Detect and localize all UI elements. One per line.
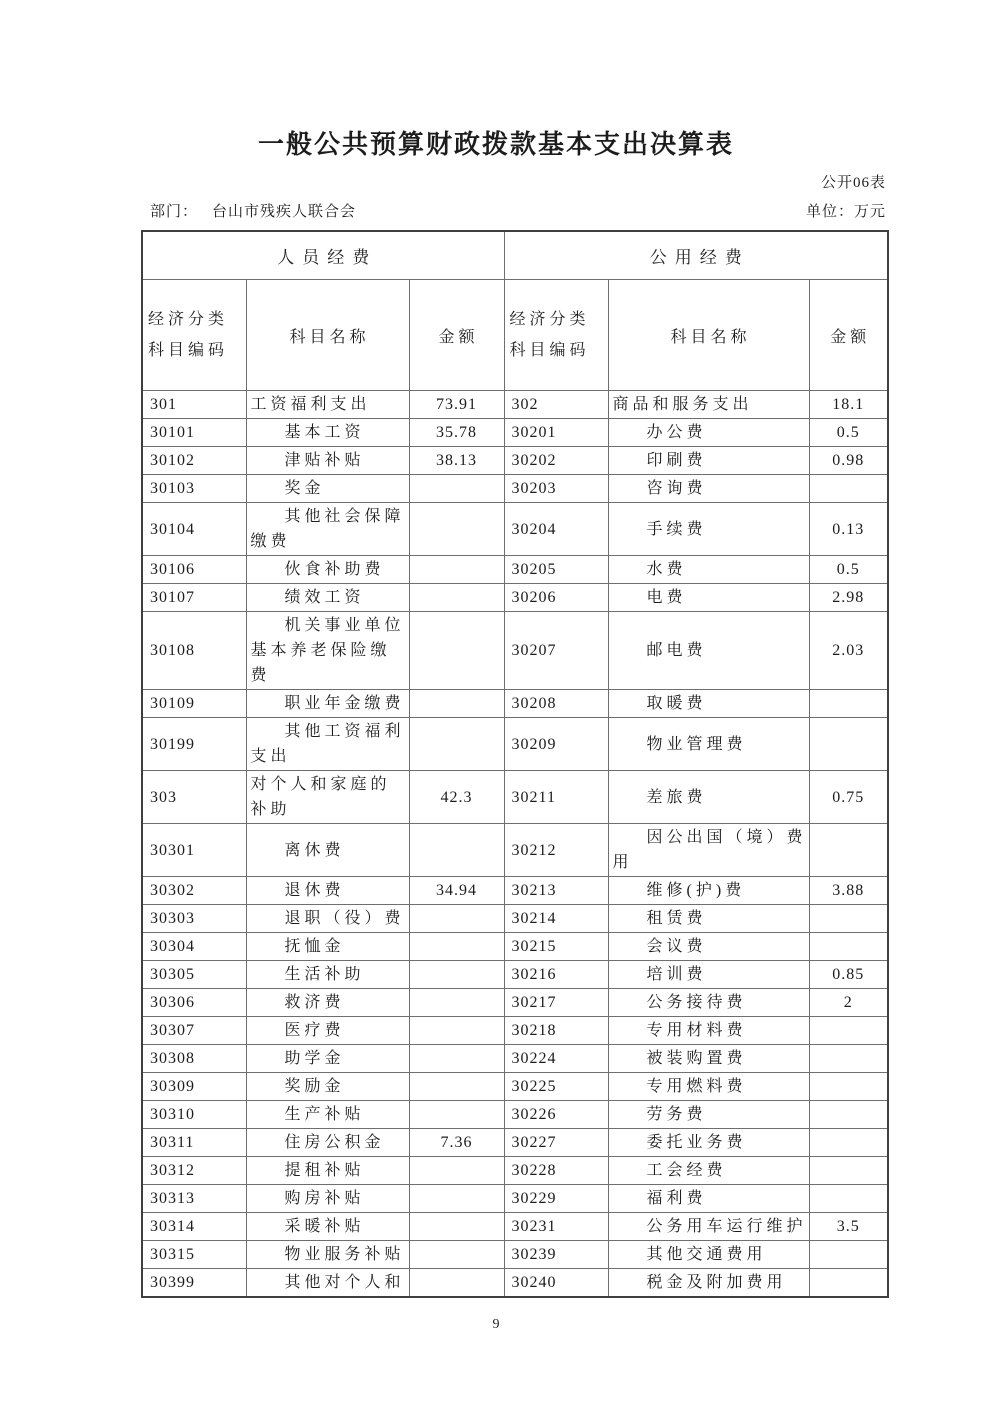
amount-cell — [809, 824, 888, 877]
name-cell: 电费 — [608, 584, 809, 612]
name-cell: 其他交通费用 — [608, 1241, 809, 1269]
column-header-code-right: 经济分类科目编码 — [504, 280, 608, 391]
code-cell: 30201 — [504, 419, 608, 447]
name-cell: 取暖费 — [608, 690, 809, 718]
name-cell: 救济费 — [246, 989, 409, 1017]
amount-cell: 18.1 — [809, 391, 888, 419]
table-row — [142, 824, 888, 877]
amount-cell: 0.75 — [809, 771, 888, 824]
table-row — [142, 503, 888, 556]
code-cell: 30217 — [504, 989, 608, 1017]
code-cell: 30311 — [142, 1129, 246, 1157]
amount-cell — [809, 1073, 888, 1101]
code-cell: 30308 — [142, 1045, 246, 1073]
amount-cell — [809, 1129, 888, 1157]
code-cell: 30302 — [142, 877, 246, 905]
amount-cell: 0.13 — [809, 503, 888, 556]
amount-cell — [809, 1017, 888, 1045]
name-cell: 住房公积金 — [246, 1129, 409, 1157]
name-cell: 物业服务补贴 — [246, 1241, 409, 1269]
table-row — [142, 1241, 888, 1269]
amount-cell — [409, 1101, 504, 1129]
code-cell: 30109 — [142, 690, 246, 718]
name-cell: 会议费 — [608, 933, 809, 961]
name-cell: 差旅费 — [608, 771, 809, 824]
amount-cell: 2 — [809, 989, 888, 1017]
code-cell: 30314 — [142, 1213, 246, 1241]
group-header-row — [142, 231, 888, 280]
code-cell: 30202 — [504, 447, 608, 475]
amount-cell — [809, 1157, 888, 1185]
code-cell: 30101 — [142, 419, 246, 447]
dept-value: 台山市残疾人联合会 — [212, 204, 357, 220]
code-cell: 30106 — [142, 556, 246, 584]
name-cell: 工资福利支出 — [246, 391, 409, 419]
code-cell: 30240 — [504, 1269, 608, 1298]
column-header-row — [142, 280, 888, 391]
amount-cell — [809, 690, 888, 718]
code-cell: 30226 — [504, 1101, 608, 1129]
amount-cell — [409, 612, 504, 690]
name-cell: 购房补贴 — [246, 1185, 409, 1213]
column-header-name-left: 科目名称 — [246, 280, 409, 391]
code-cell: 30208 — [504, 690, 608, 718]
code-cell: 30203 — [504, 475, 608, 503]
code-cell: 30211 — [504, 771, 608, 824]
name-cell: 租赁费 — [608, 905, 809, 933]
table-row — [142, 1045, 888, 1073]
name-cell: 专用燃料费 — [608, 1073, 809, 1101]
amount-cell — [409, 475, 504, 503]
table-row — [142, 1213, 888, 1241]
code-cell: 30107 — [142, 584, 246, 612]
table-body — [142, 391, 888, 1298]
name-cell: 生活补助 — [246, 961, 409, 989]
code-cell: 30218 — [504, 1017, 608, 1045]
form-number: 公开06表 — [820, 175, 886, 191]
column-header-amount-right: 金额 — [809, 280, 888, 391]
code-cell: 30307 — [142, 1017, 246, 1045]
code-cell: 30301 — [142, 824, 246, 877]
table-row — [142, 419, 888, 447]
amount-cell — [809, 1045, 888, 1073]
unit-label: 单位：万元 — [805, 204, 886, 220]
name-cell: 对个人和家庭的补助 — [246, 771, 409, 824]
amount-cell — [809, 1101, 888, 1129]
code-cell: 30212 — [504, 824, 608, 877]
code-cell: 30103 — [142, 475, 246, 503]
name-cell: 伙食补助费 — [246, 556, 409, 584]
code-cell: 30108 — [142, 612, 246, 690]
page-number: 9 — [492, 1317, 500, 1332]
code-cell: 30204 — [504, 503, 608, 556]
code-cell: 30215 — [504, 933, 608, 961]
amount-cell — [809, 933, 888, 961]
amount-cell — [809, 1185, 888, 1213]
name-cell: 机关事业单位基本养老保险缴费 — [246, 612, 409, 690]
amount-cell: 2.98 — [809, 584, 888, 612]
code-cell: 30312 — [142, 1157, 246, 1185]
table-row — [142, 1185, 888, 1213]
name-cell: 公务用车运行维护 — [608, 1213, 809, 1241]
name-cell: 其他对个人和 — [246, 1269, 409, 1298]
name-cell: 维修(护)费 — [608, 877, 809, 905]
code-cell: 30216 — [504, 961, 608, 989]
amount-cell — [809, 718, 888, 771]
name-cell: 其他社会保障缴费 — [246, 503, 409, 556]
amount-cell: 0.98 — [809, 447, 888, 475]
name-cell: 手续费 — [608, 503, 809, 556]
code-cell: 30231 — [504, 1213, 608, 1241]
table-row — [142, 690, 888, 718]
code-cell: 30102 — [142, 447, 246, 475]
amount-cell — [409, 718, 504, 771]
table-row — [142, 877, 888, 905]
code-cell: 301 — [142, 391, 246, 419]
code-cell: 30199 — [142, 718, 246, 771]
amount-cell — [409, 1073, 504, 1101]
name-cell: 公务接待费 — [608, 989, 809, 1017]
name-cell: 津贴补贴 — [246, 447, 409, 475]
amount-cell — [409, 1269, 504, 1298]
table-row — [142, 718, 888, 771]
amount-cell: 7.36 — [409, 1129, 504, 1157]
amount-cell — [409, 1157, 504, 1185]
name-cell: 办公费 — [608, 419, 809, 447]
amount-cell: 3.88 — [809, 877, 888, 905]
table-row — [142, 1129, 888, 1157]
code-cell: 30239 — [504, 1241, 608, 1269]
amount-cell: 42.3 — [409, 771, 504, 824]
amount-cell: 3.5 — [809, 1213, 888, 1241]
code-cell: 30303 — [142, 905, 246, 933]
group-header-public: 公用经费 — [504, 231, 888, 280]
table-row — [142, 1017, 888, 1045]
code-cell: 30228 — [504, 1157, 608, 1185]
name-cell: 专用材料费 — [608, 1017, 809, 1045]
code-cell: 30304 — [142, 933, 246, 961]
name-cell: 物业管理费 — [608, 718, 809, 771]
table-row — [142, 612, 888, 690]
page-title: 一般公共预算财政拨款基本支出决算表 — [257, 130, 734, 159]
code-cell: 30306 — [142, 989, 246, 1017]
dept-label: 部门： — [150, 204, 199, 220]
name-cell: 工会经费 — [608, 1157, 809, 1185]
amount-cell: 73.91 — [409, 391, 504, 419]
code-cell: 30225 — [504, 1073, 608, 1101]
amount-cell — [409, 690, 504, 718]
name-cell: 委托业务费 — [608, 1129, 809, 1157]
table-row — [142, 475, 888, 503]
name-cell: 基本工资 — [246, 419, 409, 447]
table-row — [142, 989, 888, 1017]
amount-cell: 2.03 — [809, 612, 888, 690]
name-cell: 提租补贴 — [246, 1157, 409, 1185]
code-cell: 30315 — [142, 1241, 246, 1269]
amount-cell — [409, 556, 504, 584]
code-cell: 30205 — [504, 556, 608, 584]
code-cell: 30104 — [142, 503, 246, 556]
table-row — [142, 391, 888, 419]
code-cell: 30309 — [142, 1073, 246, 1101]
amount-cell — [809, 1269, 888, 1298]
amount-cell — [409, 933, 504, 961]
amount-cell — [409, 824, 504, 877]
name-cell: 助学金 — [246, 1045, 409, 1073]
amount-cell — [409, 961, 504, 989]
amount-cell: 0.5 — [809, 556, 888, 584]
name-cell: 商品和服务支出 — [608, 391, 809, 419]
name-cell: 生产补贴 — [246, 1101, 409, 1129]
code-cell: 30214 — [504, 905, 608, 933]
amount-cell — [809, 905, 888, 933]
code-cell: 30310 — [142, 1101, 246, 1129]
code-cell: 30213 — [504, 877, 608, 905]
name-cell: 咨询费 — [608, 475, 809, 503]
table-row — [142, 1101, 888, 1129]
name-cell: 采暖补贴 — [246, 1213, 409, 1241]
name-cell: 绩效工资 — [246, 584, 409, 612]
name-cell: 税金及附加费用 — [608, 1269, 809, 1298]
code-cell: 30305 — [142, 961, 246, 989]
expenditure-table — [141, 230, 889, 1298]
amount-cell — [409, 1213, 504, 1241]
table-row — [142, 1157, 888, 1185]
amount-cell — [409, 1185, 504, 1213]
amount-cell — [409, 1045, 504, 1073]
amount-cell — [809, 475, 888, 503]
group-header-personnel: 人员经费 — [142, 231, 504, 280]
amount-cell: 38.13 — [409, 447, 504, 475]
table-row — [142, 961, 888, 989]
amount-cell: 34.94 — [409, 877, 504, 905]
name-cell: 奖励金 — [246, 1073, 409, 1101]
code-cell: 30399 — [142, 1269, 246, 1298]
code-cell: 30209 — [504, 718, 608, 771]
name-cell: 医疗费 — [246, 1017, 409, 1045]
amount-cell — [809, 1241, 888, 1269]
code-cell: 30206 — [504, 584, 608, 612]
name-cell: 福利费 — [608, 1185, 809, 1213]
amount-cell — [409, 1017, 504, 1045]
table-row — [142, 905, 888, 933]
amount-cell: 0.85 — [809, 961, 888, 989]
name-cell: 印刷费 — [608, 447, 809, 475]
amount-cell: 35.78 — [409, 419, 504, 447]
name-cell: 培训费 — [608, 961, 809, 989]
column-header-code-left: 经济分类科目编码 — [142, 280, 246, 391]
table-row — [142, 584, 888, 612]
code-cell: 30229 — [504, 1185, 608, 1213]
name-cell: 职业年金缴费 — [246, 690, 409, 718]
table-row — [142, 933, 888, 961]
amount-cell: 0.5 — [809, 419, 888, 447]
amount-cell — [409, 905, 504, 933]
name-cell: 退职（役）费 — [246, 905, 409, 933]
column-header-amount-left: 金额 — [409, 280, 504, 391]
amount-cell — [409, 584, 504, 612]
name-cell: 被装购置费 — [608, 1045, 809, 1073]
column-header-name-right: 科目名称 — [608, 280, 809, 391]
table-row — [142, 1073, 888, 1101]
code-cell: 30313 — [142, 1185, 246, 1213]
name-cell: 退休费 — [246, 877, 409, 905]
table-row — [142, 1269, 888, 1298]
table-row — [142, 556, 888, 584]
table-row — [142, 447, 888, 475]
name-cell: 其他工资福利支出 — [246, 718, 409, 771]
code-cell: 302 — [504, 391, 608, 419]
name-cell: 因公出国（境）费用 — [608, 824, 809, 877]
meta-row — [150, 203, 886, 221]
amount-cell — [409, 1241, 504, 1269]
amount-cell — [409, 989, 504, 1017]
code-cell: 30227 — [504, 1129, 608, 1157]
table-row — [142, 771, 888, 824]
name-cell: 邮电费 — [608, 612, 809, 690]
name-cell: 离休费 — [246, 824, 409, 877]
code-cell: 303 — [142, 771, 246, 824]
amount-cell — [409, 503, 504, 556]
name-cell: 劳务费 — [608, 1101, 809, 1129]
name-cell: 抚恤金 — [246, 933, 409, 961]
name-cell: 水费 — [608, 556, 809, 584]
code-cell: 30207 — [504, 612, 608, 690]
code-cell: 30224 — [504, 1045, 608, 1073]
name-cell: 奖金 — [246, 475, 409, 503]
